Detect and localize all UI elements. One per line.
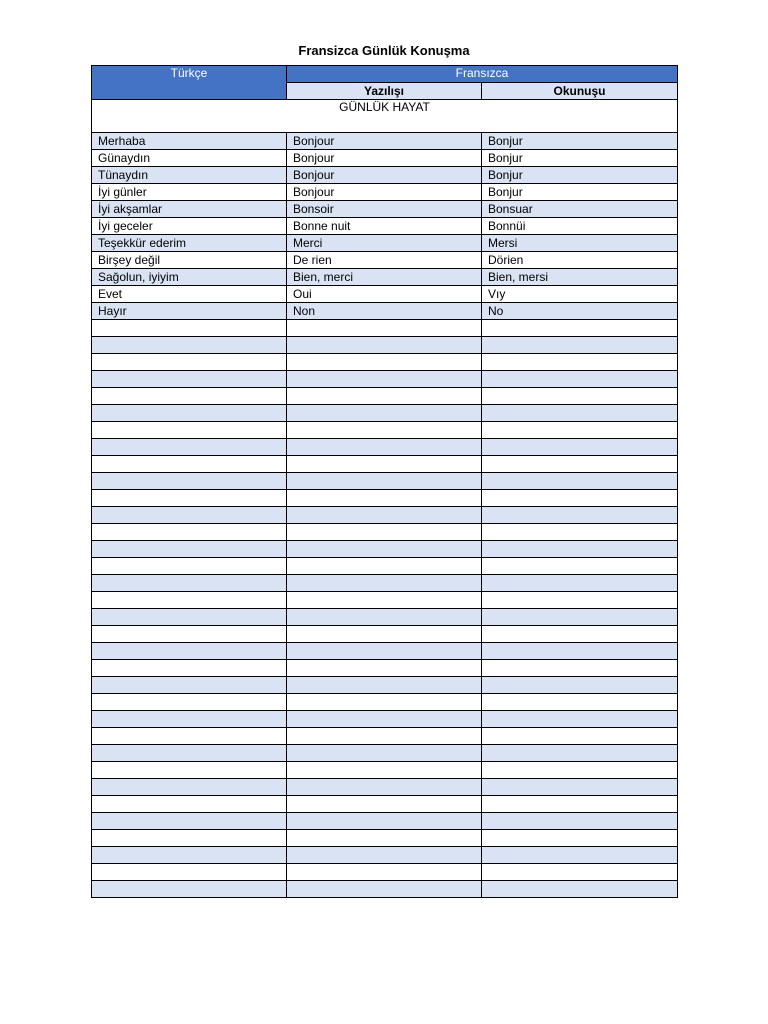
empty-row <box>92 507 678 524</box>
cell-written: Bonjour <box>287 167 482 184</box>
header-pronounced: Okunuşu <box>482 83 678 100</box>
cell-pronounced: Bonjur <box>482 184 678 201</box>
empty-cell <box>92 371 287 388</box>
empty-cell <box>287 813 482 830</box>
cell-turkish: İyi günler <box>92 184 287 201</box>
empty-cell <box>92 592 287 609</box>
empty-cell <box>287 626 482 643</box>
cell-written: Bonjour <box>287 150 482 167</box>
empty-cell <box>287 388 482 405</box>
empty-cell <box>92 660 287 677</box>
empty-row <box>92 728 678 745</box>
empty-row <box>92 643 678 660</box>
empty-row <box>92 677 678 694</box>
table-row <box>92 167 678 184</box>
vocabulary-table <box>91 65 678 898</box>
cell-written: Bonne nuit <box>287 218 482 235</box>
header-written: Yazılışı <box>287 83 482 100</box>
header-turkish: Türkçe <box>92 66 287 100</box>
cell-pronounced: Mersi <box>482 235 678 252</box>
empty-cell <box>287 728 482 745</box>
empty-row <box>92 626 678 643</box>
section-title: GÜNLÜK HAYAT <box>92 100 678 133</box>
empty-row <box>92 354 678 371</box>
empty-row <box>92 592 678 609</box>
cell-turkish: Merhaba <box>92 133 287 150</box>
table-row <box>92 252 678 269</box>
cell-turkish: Hayır <box>92 303 287 320</box>
table-row <box>92 184 678 201</box>
cell-turkish: Birşey değil <box>92 252 287 269</box>
empty-cell <box>287 881 482 898</box>
empty-cell <box>482 796 678 813</box>
empty-cell <box>287 745 482 762</box>
empty-row <box>92 762 678 779</box>
empty-cell <box>287 320 482 337</box>
empty-cell <box>287 439 482 456</box>
table-row <box>92 150 678 167</box>
empty-cell <box>92 881 287 898</box>
empty-cell <box>482 473 678 490</box>
empty-cell <box>92 388 287 405</box>
empty-cell <box>92 779 287 796</box>
empty-cell <box>482 881 678 898</box>
header-french: Fransızca <box>287 66 678 83</box>
empty-row <box>92 422 678 439</box>
empty-row <box>92 864 678 881</box>
table-header <box>92 66 678 100</box>
empty-cell <box>92 320 287 337</box>
empty-cell <box>482 592 678 609</box>
empty-cell <box>482 711 678 728</box>
empty-cell <box>287 762 482 779</box>
empty-cell <box>287 422 482 439</box>
empty-cell <box>92 439 287 456</box>
empty-row <box>92 660 678 677</box>
cell-written: Merci <box>287 235 482 252</box>
cell-turkish: İyi geceler <box>92 218 287 235</box>
cell-pronounced: Bonnüi <box>482 218 678 235</box>
cell-pronounced: Bonjur <box>482 167 678 184</box>
empty-row <box>92 541 678 558</box>
empty-row <box>92 439 678 456</box>
empty-cell <box>92 813 287 830</box>
empty-cell <box>92 507 287 524</box>
empty-cell <box>482 541 678 558</box>
cell-pronounced: Bonjur <box>482 133 678 150</box>
cell-written: Non <box>287 303 482 320</box>
empty-cell <box>92 558 287 575</box>
empty-row <box>92 473 678 490</box>
cell-turkish: Sağolun, iyiyim <box>92 269 287 286</box>
empty-cell <box>92 609 287 626</box>
empty-cell <box>287 711 482 728</box>
cell-written: Bonsoir <box>287 201 482 218</box>
empty-cell <box>92 694 287 711</box>
table-body <box>92 100 678 898</box>
empty-row <box>92 371 678 388</box>
empty-cell <box>287 796 482 813</box>
empty-row <box>92 847 678 864</box>
empty-cell <box>287 371 482 388</box>
table-row <box>92 269 678 286</box>
section-row <box>92 100 678 133</box>
empty-cell <box>287 864 482 881</box>
page-title: Fransizca Günlük Konuşma <box>298 43 470 58</box>
empty-row <box>92 779 678 796</box>
empty-cell <box>287 405 482 422</box>
empty-cell <box>287 847 482 864</box>
empty-cell <box>482 728 678 745</box>
empty-cell <box>92 490 287 507</box>
table-row <box>92 218 678 235</box>
empty-cell <box>92 337 287 354</box>
empty-cell <box>482 609 678 626</box>
empty-cell <box>287 609 482 626</box>
cell-turkish: Teşekkür ederim <box>92 235 287 252</box>
empty-cell <box>92 796 287 813</box>
empty-cell <box>287 541 482 558</box>
empty-cell <box>482 660 678 677</box>
empty-cell <box>482 779 678 796</box>
empty-cell <box>287 592 482 609</box>
table-row <box>92 286 678 303</box>
empty-row <box>92 813 678 830</box>
empty-row <box>92 524 678 541</box>
empty-cell <box>287 660 482 677</box>
empty-row <box>92 796 678 813</box>
empty-cell <box>287 354 482 371</box>
table-row <box>92 303 678 320</box>
empty-cell <box>482 439 678 456</box>
cell-turkish: Günaydın <box>92 150 287 167</box>
empty-cell <box>92 422 287 439</box>
empty-cell <box>482 320 678 337</box>
cell-turkish: İyi akşamlar <box>92 201 287 218</box>
cell-written: Oui <box>287 286 482 303</box>
header-row <box>92 66 678 83</box>
empty-row <box>92 320 678 337</box>
empty-cell <box>92 677 287 694</box>
cell-pronounced: Vıy <box>482 286 678 303</box>
cell-pronounced: Bien, mersi <box>482 269 678 286</box>
cell-written: Bonjour <box>287 133 482 150</box>
empty-cell <box>482 745 678 762</box>
empty-cell <box>287 575 482 592</box>
empty-cell <box>482 405 678 422</box>
cell-pronounced: No <box>482 303 678 320</box>
empty-row <box>92 745 678 762</box>
empty-cell <box>92 354 287 371</box>
empty-cell <box>92 830 287 847</box>
table-row <box>92 201 678 218</box>
empty-cell <box>287 694 482 711</box>
empty-cell <box>92 745 287 762</box>
empty-cell <box>92 524 287 541</box>
cell-written: Bien, merci <box>287 269 482 286</box>
empty-row <box>92 388 678 405</box>
empty-cell <box>92 575 287 592</box>
table-row <box>92 235 678 252</box>
empty-cell <box>482 354 678 371</box>
empty-cell <box>287 473 482 490</box>
empty-cell <box>482 677 678 694</box>
cell-pronounced: Bonsuar <box>482 201 678 218</box>
empty-cell <box>92 473 287 490</box>
empty-cell <box>92 456 287 473</box>
empty-row <box>92 711 678 728</box>
empty-row <box>92 456 678 473</box>
empty-cell <box>482 337 678 354</box>
empty-cell <box>482 388 678 405</box>
empty-row <box>92 609 678 626</box>
empty-cell <box>482 864 678 881</box>
empty-row <box>92 558 678 575</box>
empty-cell <box>92 405 287 422</box>
empty-cell <box>287 558 482 575</box>
empty-cell <box>287 490 482 507</box>
empty-cell <box>482 524 678 541</box>
empty-cell <box>287 524 482 541</box>
empty-row <box>92 694 678 711</box>
empty-cell <box>287 677 482 694</box>
empty-row <box>92 881 678 898</box>
cell-pronounced: Dörien <box>482 252 678 269</box>
empty-row <box>92 575 678 592</box>
empty-cell <box>92 847 287 864</box>
empty-cell <box>92 626 287 643</box>
cell-turkish: Tünaydın <box>92 167 287 184</box>
cell-turkish: Evet <box>92 286 287 303</box>
table-row <box>92 133 678 150</box>
empty-row <box>92 337 678 354</box>
empty-cell <box>287 779 482 796</box>
empty-cell <box>482 422 678 439</box>
empty-cell <box>287 643 482 660</box>
empty-cell <box>92 864 287 881</box>
empty-cell <box>287 830 482 847</box>
empty-cell <box>92 728 287 745</box>
empty-cell <box>287 456 482 473</box>
empty-cell <box>482 643 678 660</box>
empty-cell <box>482 694 678 711</box>
empty-cell <box>287 507 482 524</box>
empty-cell <box>482 490 678 507</box>
empty-row <box>92 405 678 422</box>
empty-cell <box>482 558 678 575</box>
empty-cell <box>92 541 287 558</box>
empty-cell <box>482 813 678 830</box>
empty-cell <box>287 337 482 354</box>
empty-cell <box>482 626 678 643</box>
empty-cell <box>482 830 678 847</box>
empty-row <box>92 490 678 507</box>
empty-cell <box>482 456 678 473</box>
empty-cell <box>482 847 678 864</box>
empty-row <box>92 830 678 847</box>
empty-cell <box>92 643 287 660</box>
empty-cell <box>92 711 287 728</box>
empty-cell <box>482 371 678 388</box>
empty-cell <box>482 762 678 779</box>
empty-cell <box>482 575 678 592</box>
cell-pronounced: Bonjur <box>482 150 678 167</box>
empty-cell <box>482 507 678 524</box>
cell-written: De rien <box>287 252 482 269</box>
empty-cell <box>92 762 287 779</box>
cell-written: Bonjour <box>287 184 482 201</box>
